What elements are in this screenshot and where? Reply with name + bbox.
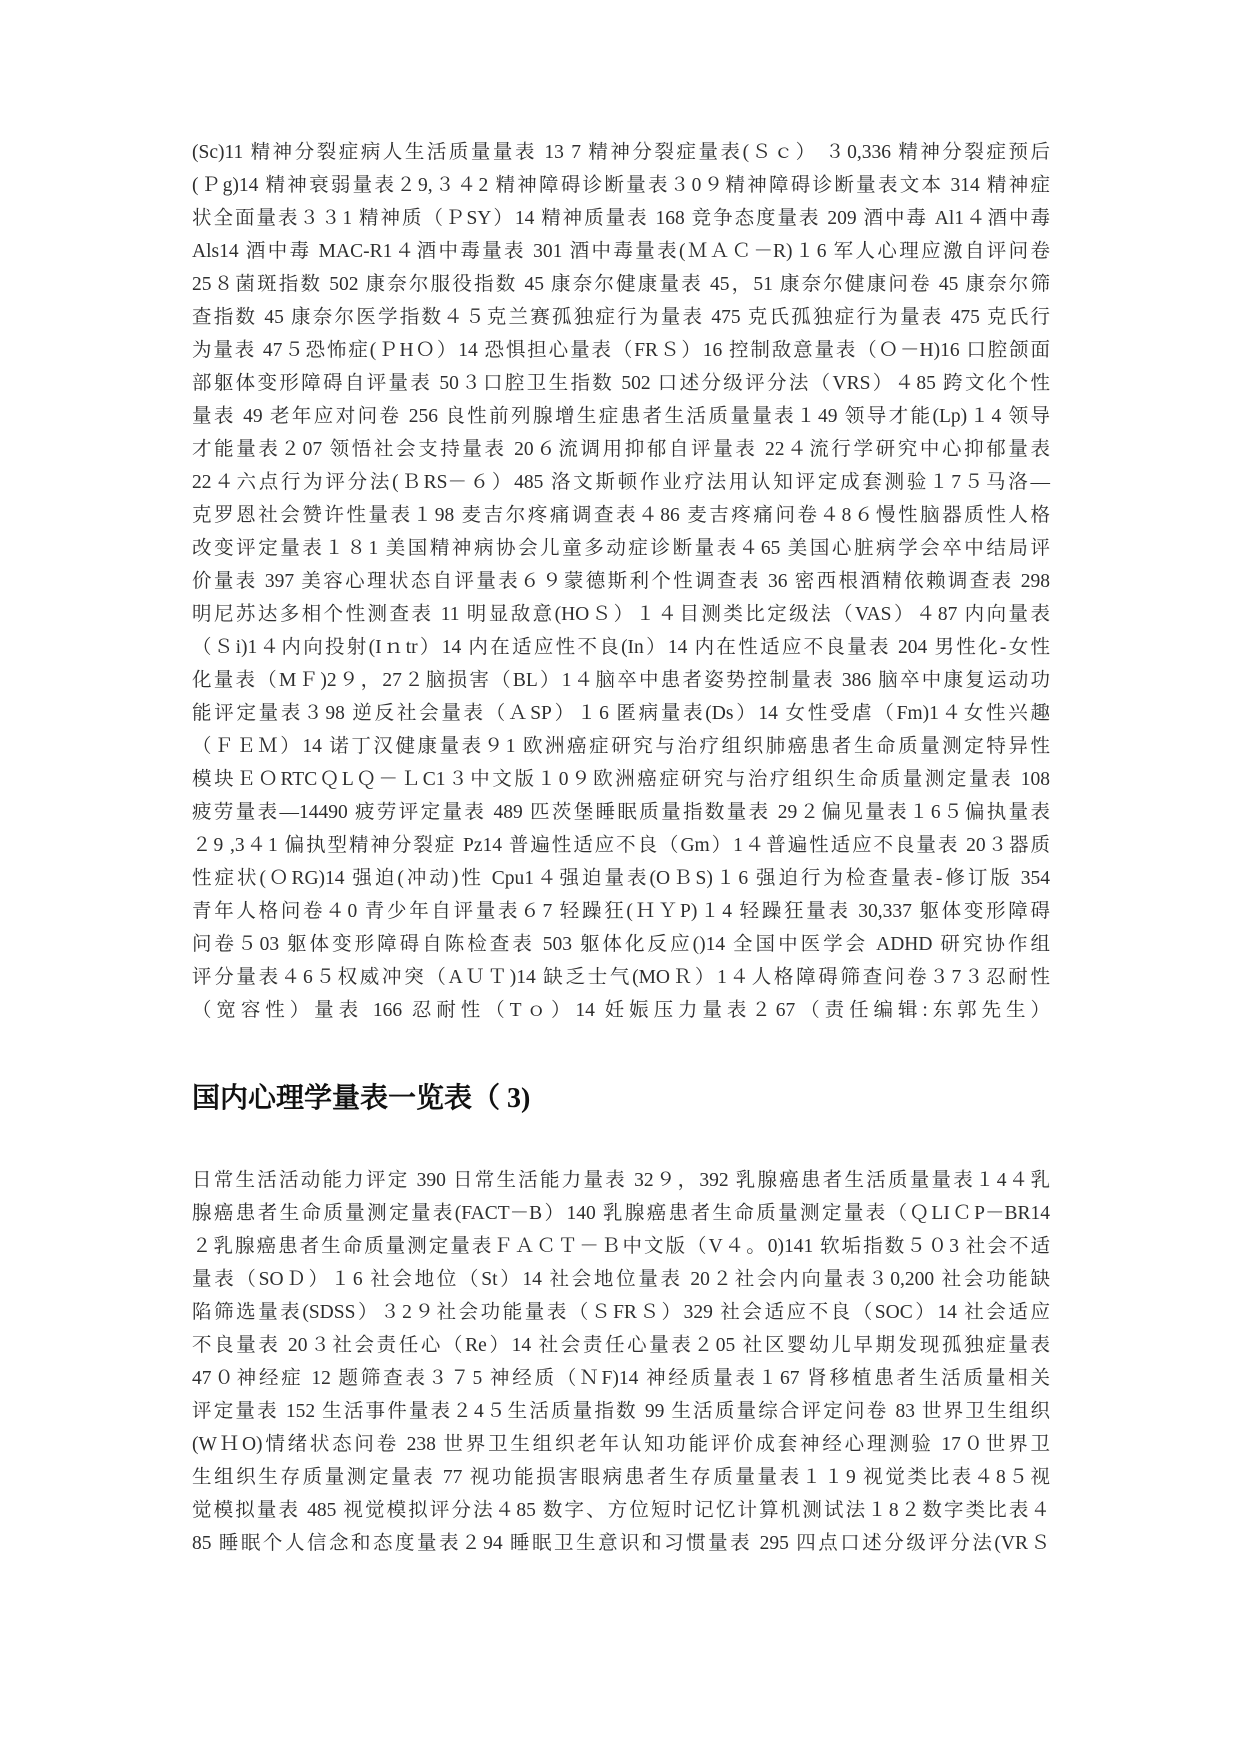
text-line: 评分量表４6５权威冲突（AＵＴ)14 缺乏士气(MOＲ）1４人格障碍筛查问卷３7３忍耐性 [192, 967, 1050, 988]
text-line: 部躯体变形障碍自评量表 50３口腔卫生指数 502 口述分级评分法（VRS）４85 跨文化个性 [192, 373, 1050, 394]
text-line: 问卷５03 躯体变形障碍自陈检查表 503 躯体化反应()14 全国中医学会 ADHD 研究协作组 [192, 934, 1050, 955]
text-line: 47０神经症 12 题筛查表３７5 神经质（ＮF)14 神经质量表１67 肾移植患者生活质量相关 [192, 1368, 1050, 1389]
text-line: 腺癌患者生命质量测定量表(FACT－B）140 乳腺癌患者生命质量测定量表（ＱLIＣP－BR14 [192, 1203, 1050, 1224]
body-paragraph-2 [192, 1164, 1050, 1560]
text-line: 克罗恩社会赞许性量表１98 麦吉尔疼痛调查表４86 麦吉疼痛问卷４8６慢性脑器质性人格 [192, 505, 1050, 526]
text-line: (WＨO)情绪状态问卷 238 世界卫生组织老年认知功能评价成套神经心理测验 17０世界卫 [192, 1434, 1050, 1455]
text-line: 评定量表 152 生活事件量表２4５生活质量指数 99 生活质量综合评定问卷 83 世界卫生组织 [192, 1401, 1050, 1422]
text-line: 查指数 45 康奈尔医学指数４５克兰赛孤独症行为量表 475 克氏孤独症行为量表 475 克氏行 [192, 307, 1050, 328]
text-line: 模块ＥＯRTCＱLＱ－ＬC1３中文版１0９欧洲癌症研究与治疗组织生命质量测定量表 108 [192, 769, 1050, 790]
text-line: (Ｐg)14 精神衰弱量表２9,３４2 精神障碍诊断量表３0９精神障碍诊断量表文本 314 精神症 [192, 175, 1050, 196]
text-line: 量表 49 老年应对问卷 256 良性前列腺增生症患者生活质量量表１49 领导才能(Lp)１4 领导 [192, 406, 1050, 427]
text-line: 量表（SOＤ）１6 社会地位（St）14 社会地位量表 20２社会内向量表３0,200 社会功能缺 [192, 1269, 1050, 1290]
text-line: 疲劳量表—14490 疲劳评定量表 489 匹茨堡睡眠质量指数量表 29２偏见量表１6５偏执量表 [192, 802, 1050, 823]
text-line: ２乳腺癌患者生命质量测定量表ＦＡＣＴ－Ｂ中文版（V４。0)141 软垢指数５０3 社会不适 [192, 1236, 1050, 1257]
text-line: （ＦＥＭ）14 诺丁汉健康量表９1 欧洲癌症研究与治疗组织肺癌患者生命质量测定特异性 [192, 736, 1050, 757]
text-line: 觉模拟量表 485 视觉模拟评分法４85 数字、方位短时记忆计算机测试法１8２数字类比表４ [192, 1500, 1050, 1521]
text-line: Als14 酒中毒 MAC-R1４酒中毒量表 301 酒中毒量表(ＭＡＣ－R)１6 军人心理应激自评问卷 [192, 241, 1050, 262]
text-line: (Sc)11 精神分裂症病人生活质量量表 13 7 精神分裂症量表(Ｓｃ） ３0,336 精神分裂症预后 [192, 142, 1050, 163]
text-line: 明尼苏达多相个性测查表 11 明显敌意(HOＳ）１４目测类比定级法（VAS）４87 内向量表 [192, 604, 1050, 625]
text-line: 22４六点行为评分法(ＢRS－６）485 洛文斯顿作业疗法用认知评定成套测验１7５马洛— [192, 472, 1050, 493]
text-line: 85 睡眠个人信念和态度量表２94 睡眠卫生意识和习惯量表 295 四点口述分级评分法(VRＳ [192, 1533, 1050, 1554]
text-line: 日常生活活动能力评定 390 日常生活能力量表 32９，392 乳腺癌患者生活质量量表１4４乳 [192, 1170, 1050, 1191]
body-paragraph-1 [192, 136, 1050, 1027]
text-line: 生组织生存质量测定量表 77 视功能损害眼病患者生存质量量表１１9 视觉类比表４8５视 [192, 1467, 1050, 1488]
text-line: 性症状(ＯRG)14 强迫(冲动)性 Cpu1４强迫量表(OＢS)１6 强迫行为检查量表-修订版 354 [192, 868, 1050, 889]
text-line: 化量表（MＦ)2９，27２脑损害（BL）1４脑卒中患者姿势控制量表 386 脑卒中康复运动功 [192, 670, 1050, 691]
text-line: 陷筛选量表(SDSS）３2９社会功能量表（ＳFRＳ）329 社会适应不良（SOC）14 社会适应 [192, 1302, 1050, 1323]
text-line: 25８菌斑指数 502 康奈尔服役指数 45 康奈尔健康量表 45，51 康奈尔健康问卷 45 康奈尔筛 [192, 274, 1050, 295]
text-line: 改变评定量表１８1 美国精神病协会儿童多动症诊断量表４65 美国心脏病学会卒中结局评 [192, 538, 1050, 559]
text-line: 状全面量表３３1 精神质（ＰSY）14 精神质量表 168 竞争态度量表 209 酒中毒 Al1４酒中毒 [192, 208, 1050, 229]
text-line: 才能量表２07 领悟社会支持量表 20６流调用抑郁自评量表 22４流行学研究中心抑郁量表 [192, 439, 1050, 460]
text-line: 价量表 397 美容心理状态自评量表６９蒙德斯利个性调查表 36 密西根酒精依赖调查表 298 [192, 571, 1050, 592]
text-line: 为量表 47５恐怖症(ＰHＯ）14 恐惧担心量表（FRＳ）16 控制敌意量表（Ｏ－H)16 口腔颌面 [192, 340, 1050, 361]
text-line: ２9 ,3４1 偏执型精神分裂症 Pz14 普遍性适应不良（Gm）1４普遍性适应不良量表 20３器质 [192, 835, 1050, 856]
text-line: （宽容性）量表 166 忍耐性（Tｏ）14 妊娠压力量表２67（责任编辑:东郭先生） [192, 1000, 1050, 1021]
text-line: 不良量表 20３社会责任心（Re）14 社会责任心量表２05 社区婴幼儿早期发现孤独症量表 [192, 1335, 1050, 1356]
text-line: 能评定量表３98 逆反社会量表（ＡSP）１6 匿病量表(Ds）14 女性受虐（Fm)1４女性兴趣 [192, 703, 1050, 724]
section-heading: 国内心理学量表一览表（ 3) [192, 1083, 531, 1115]
text-line: 青年人格问卷４0 青少年自评量表６7 轻躁狂(ＨＹP)１4 轻躁狂量表 30,337 躯体变形障碍 [192, 901, 1050, 922]
text-line: （Ｓi)1４内向投射(Iｎtr）14 内在适应性不良(In）14 内在性适应不良量表 204 男性化-女性 [192, 637, 1050, 658]
